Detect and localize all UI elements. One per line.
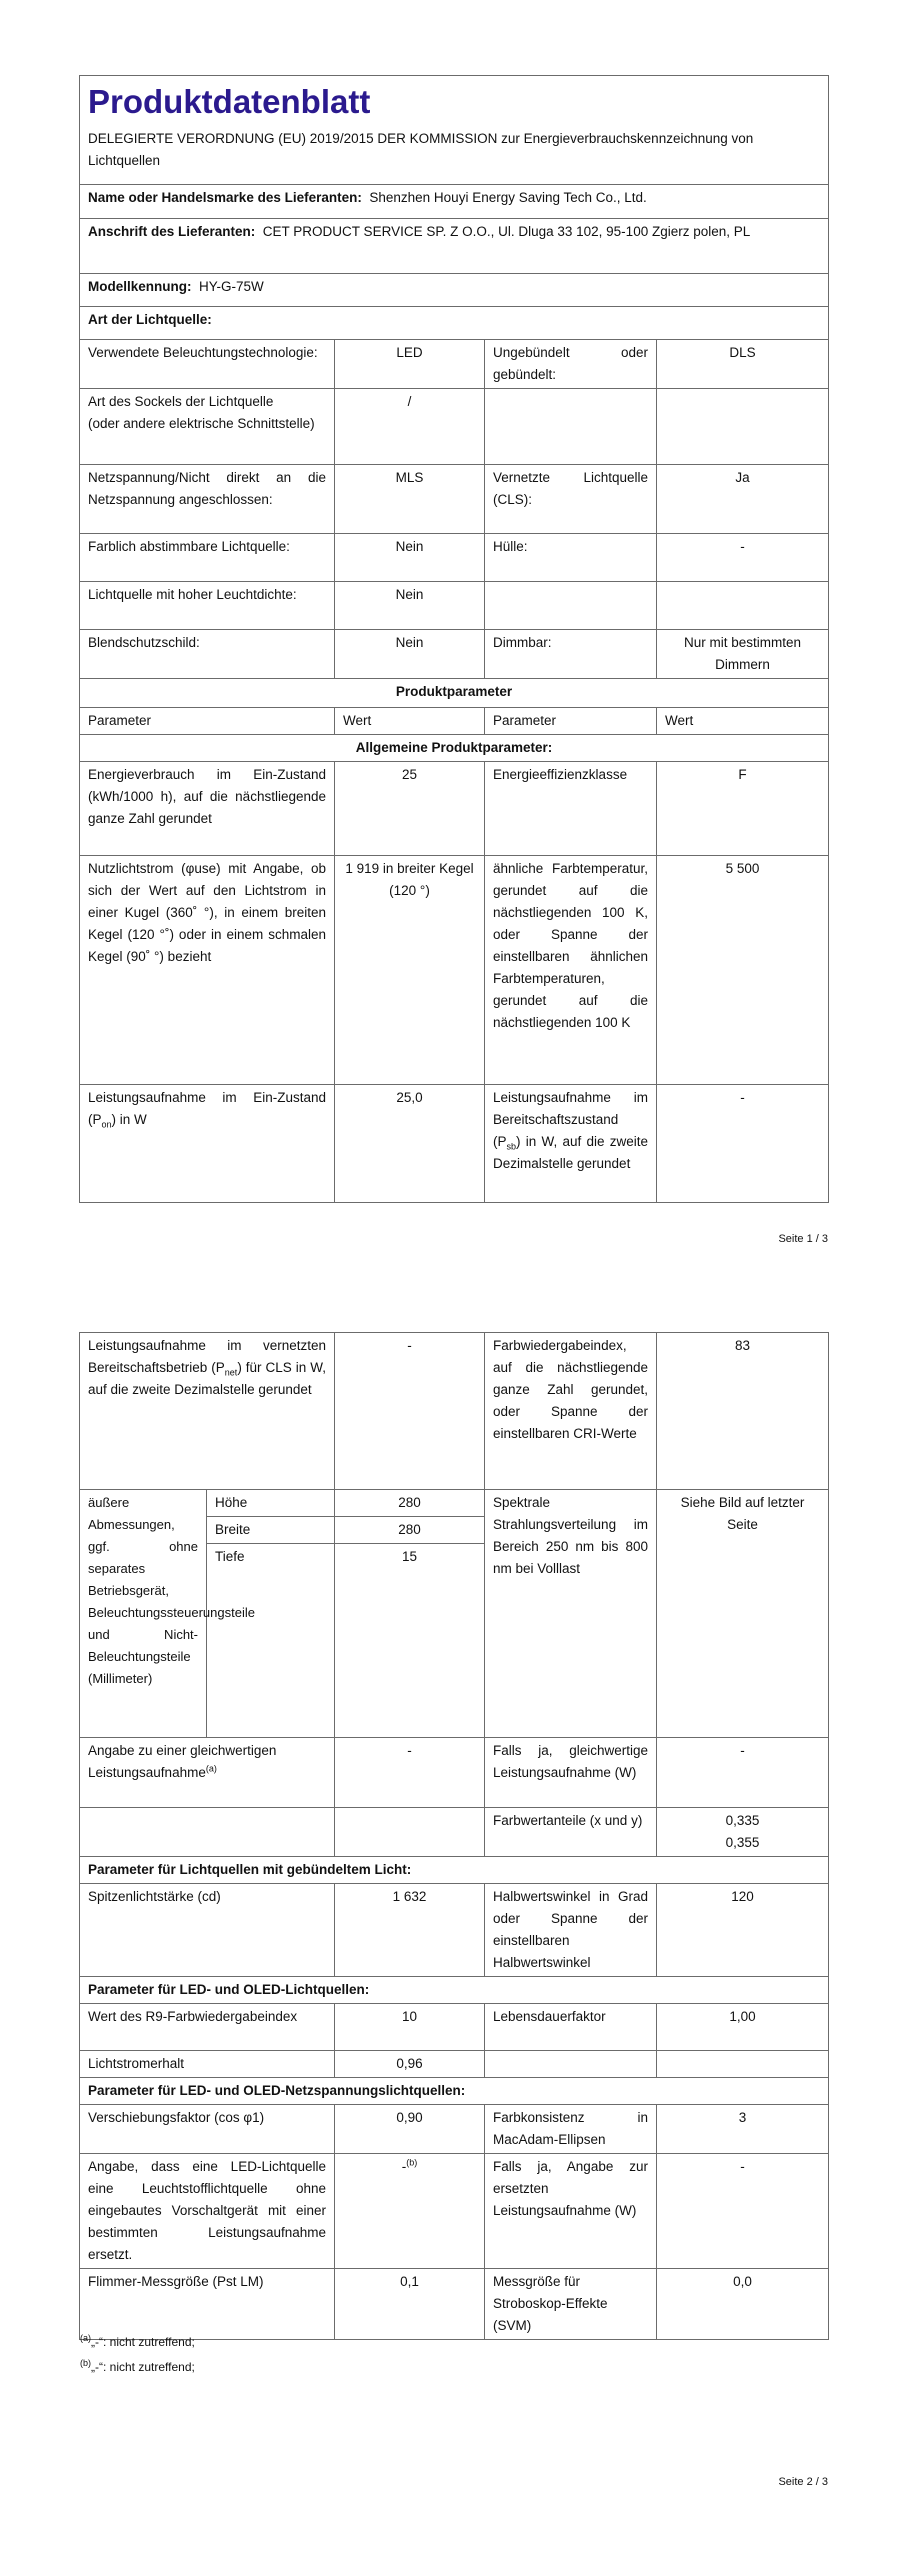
address-row: [80, 219, 829, 274]
page-title: Produktdatenblatt: [88, 83, 371, 120]
supplier-value: Shenzhen Houyi Energy Saving Tech Co., Ltd.: [369, 190, 647, 205]
depth-value: 15: [335, 1544, 485, 1738]
footnote-b: [80, 2359, 195, 2375]
param-label: Farblich abstimmbare Lichtquelle:: [80, 534, 335, 582]
param-value: 120: [657, 1884, 829, 1977]
address-value: CET PRODUCT SERVICE SP. Z O.O., Ul. Dluga 33 102, 95-100 Zgierz polen, PL: [262, 224, 751, 239]
supplier-row: [80, 185, 829, 219]
subscript: on: [101, 1119, 112, 1130]
label-text: Leistungsaufnahme im Ein-Zustand (P: [88, 1090, 326, 1127]
param-label: ähnliche Farbtemperatur, gerundet auf die nächstliegenden 100 K, oder Spanne der einstellbaren ähnlichen Farbtemperaturen, gerundet auf die nächstliegenden 100 K: [485, 856, 657, 1085]
param-value: F: [657, 762, 829, 856]
general-params-heading: Allgemeine Produktparameter:: [80, 735, 829, 762]
label-text: Leistungsaufnahme im vernetzten Bereitschaftsbetrieb (P: [88, 1338, 326, 1375]
param-label: Lebensdauerfaktor: [485, 2004, 657, 2051]
empty-cell: [80, 1808, 335, 1857]
param-label: [80, 389, 335, 465]
product-info-table: [79, 75, 829, 1203]
param-label: [80, 1738, 335, 1808]
param-label: Wert des R9-Farbwiedergabeindex: [80, 2004, 335, 2051]
label-text: ) für CLS in W, auf die zweite Dezimalstelle gerundet: [88, 1360, 326, 1397]
param-value: -: [657, 1738, 829, 1808]
col-header-value: Wert: [335, 708, 485, 735]
param-label: Dimmbar:: [485, 630, 657, 679]
page-2: [79, 1332, 828, 2340]
param-label: Farbkonsistenz in MacAdam-Ellipsen: [485, 2105, 657, 2154]
page-number: Seite 1 / 3: [778, 1233, 828, 1245]
address-label: Anschrift des Lieferanten:: [88, 224, 256, 239]
col-header-parameter: Parameter: [80, 708, 335, 735]
param-label: Hülle:: [485, 534, 657, 582]
param-label: [485, 582, 657, 630]
param-label: Vernetzte Lichtquelle (CLS):: [485, 465, 657, 534]
param-label: Blendschutzschild:: [80, 630, 335, 679]
param-value: [657, 1808, 829, 1857]
param-label: Verwendete Beleuchtungstechnologie:: [80, 340, 335, 389]
param-value: 5 500: [657, 856, 829, 1085]
page-1: [79, 75, 828, 1203]
empty-cell: [657, 2051, 829, 2078]
product-params-table: [79, 1332, 829, 2340]
param-value: LED: [335, 340, 485, 389]
col-header-value: Wert: [657, 708, 829, 735]
param-label: [80, 1333, 335, 1490]
light-source-type-heading: Art der Lichtquelle:: [80, 307, 829, 340]
supplier-label: Name oder Handelsmarke des Lieferanten:: [88, 190, 362, 205]
param-label: Lichtstromerhalt: [80, 2051, 335, 2078]
param-value: Siehe Bild auf letzter Seite: [657, 1490, 829, 1738]
led-heading: Parameter für LED- und OLED-Lichtquellen:: [80, 1977, 829, 2004]
param-value: 0,90: [335, 2105, 485, 2154]
socket-label: Art des Sockels der Lichtquelle: [88, 394, 274, 409]
socket-label-note: (oder andere elektrische Schnittstelle): [88, 416, 315, 431]
param-value: 0,1: [335, 2269, 485, 2340]
param-label: Spitzenlichtstärke (cd): [80, 1884, 335, 1977]
param-label: Flimmer-Messgröße (Pst LM): [80, 2269, 335, 2340]
param-value: DLS: [657, 340, 829, 389]
param-label: [485, 389, 657, 465]
param-label: Lichtquelle mit hoher Leuchtdichte:: [80, 582, 335, 630]
footnote-mark: (a): [80, 2333, 91, 2343]
label-text: ) in W: [111, 1112, 147, 1127]
col-header-parameter: Parameter: [485, 708, 657, 735]
param-label: Ungebündelt oder gebündelt:: [485, 340, 657, 389]
header-cell: [80, 76, 829, 185]
param-label: Energieeffizienzklasse: [485, 762, 657, 856]
chroma-x: 0,335: [725, 1813, 760, 1828]
width-label: Breite: [207, 1517, 335, 1544]
param-value: MLS: [335, 465, 485, 534]
empty-cell: [485, 2051, 657, 2078]
footnote-ref: (a): [205, 1763, 217, 1774]
param-label: Falls ja, Angabe zur ersetzten Leistungsaufnahme (W): [485, 2154, 657, 2269]
param-value: Nein: [335, 630, 485, 679]
label-text: Angabe zu einer gleichwertigen Leistungsaufnahme: [88, 1743, 277, 1780]
param-value: -: [657, 1085, 829, 1203]
param-label: Angabe, dass eine LED-Lichtquelle eine Leuchtstofflichtquelle ohne eingebautes Vorschaltgerät mit einer bestimmten Leistungsaufnahme ersetzt.: [80, 2154, 335, 2269]
label-text: ) in W, auf die zweite Dezimalstelle gerundet: [493, 1134, 648, 1171]
footnote-text: „-“: nicht zutreffend;: [91, 2360, 195, 2374]
subscript: sb: [506, 1141, 517, 1152]
width-value: 280: [335, 1517, 485, 1544]
param-label: Spektrale Strahlungsverteilung im Bereich 250 nm bis 800 nm bei Volllast: [485, 1490, 657, 1738]
param-value: 10: [335, 2004, 485, 2051]
param-label: Nutzlichtstrom (φuse) mit Angabe, ob sich der Wert auf den Lichtstrom in einer Kugel (360˚ °), in einem breiten Kegel (120 °˚) oder in einem schmalen Kegel (90˚ °) bezieht: [80, 856, 335, 1085]
height-label: Höhe: [207, 1490, 335, 1517]
chroma-y: 0,355: [725, 1835, 760, 1850]
param-value: 1 632: [335, 1884, 485, 1977]
param-label: [80, 1085, 335, 1203]
footnote-a: [80, 2334, 195, 2350]
footnote-ref: (b): [406, 2157, 418, 2168]
subscript: net: [224, 1367, 238, 1378]
param-value: 83: [657, 1333, 829, 1490]
label-text: Leistungsaufnahme im Bereitschaftszustand (P: [493, 1090, 648, 1149]
param-value: Ja: [657, 465, 829, 534]
param-label: Messgröße für Stroboskop-Effekte (SVM): [485, 2269, 657, 2340]
param-label: Netzspannung/Nicht direkt an die Netzspannung angeschlossen:: [80, 465, 335, 534]
footnote-mark: (b): [80, 2358, 91, 2368]
height-value: 280: [335, 1490, 485, 1517]
param-value: 25: [335, 762, 485, 856]
param-value: [335, 2154, 485, 2269]
param-value: 3: [657, 2105, 829, 2154]
param-value: 25,0: [335, 1085, 485, 1203]
param-value: 0,0: [657, 2269, 829, 2340]
param-value: [657, 582, 829, 630]
param-value: [657, 389, 829, 465]
param-value: 1 919 in breiter Kegel (120 °): [335, 856, 485, 1085]
footnote-text: „-“: nicht zutreffend;: [91, 2335, 195, 2349]
product-params-heading: Produktparameter: [80, 679, 829, 708]
param-label: Halbwertswinkel in Grad oder Spanne der einstellbaren Halbwertswinkel: [485, 1884, 657, 1977]
param-value: -: [335, 1333, 485, 1490]
empty-cell: [335, 1808, 485, 1857]
param-value: Nein: [335, 582, 485, 630]
param-label: Verschiebungsfaktor (cos φ1): [80, 2105, 335, 2154]
value-text: -: [401, 2159, 407, 2174]
param-value: 1,00: [657, 2004, 829, 2051]
model-value: HY-G-75W: [199, 279, 264, 294]
param-label: Falls ja, gleichwertige Leistungsaufnahme (W): [485, 1738, 657, 1808]
regulation-text: DELEGIERTE VERORDNUNG (EU) 2019/2015 DER KOMMISSION zur Energieverbrauchskennzeichnung von Lichtquellen: [88, 131, 754, 168]
param-label: [485, 1085, 657, 1203]
param-label: Farbwiedergabeindex, auf die nächstliegende ganze Zahl gerundet, oder Spanne der einstellbaren CRI-Werte: [485, 1333, 657, 1490]
param-value: -: [657, 2154, 829, 2269]
param-value: 0,96: [335, 2051, 485, 2078]
model-row: [80, 274, 829, 307]
param-value: Nur mit bestimmten Dimmern: [657, 630, 829, 679]
param-label: Farbwertanteile (x und y): [485, 1808, 657, 1857]
param-value: Nein: [335, 534, 485, 582]
dimensions-label: äußere Abmessungen, ggf. ohne separates Betriebsgerät, Beleuchtungssteuerungsteile und Nicht-Beleuchtungsteile (Millimeter): [80, 1490, 207, 1738]
param-value: -: [657, 534, 829, 582]
param-label: Energieverbrauch im Ein-Zustand (kWh/1000 h), auf die nächstliegende ganze Zahl gerundet: [80, 762, 335, 856]
depth-label: Tiefe: [207, 1544, 335, 1738]
model-label: Modellkennung:: [88, 279, 192, 294]
page-number: Seite 2 / 3: [778, 2476, 828, 2488]
directional-heading: Parameter für Lichtquellen mit gebündeltem Licht:: [80, 1857, 829, 1884]
param-value: /: [335, 389, 485, 465]
mains-heading: Parameter für LED- und OLED-Netzspannungslichtquellen:: [80, 2078, 829, 2105]
param-value: -: [335, 1738, 485, 1808]
